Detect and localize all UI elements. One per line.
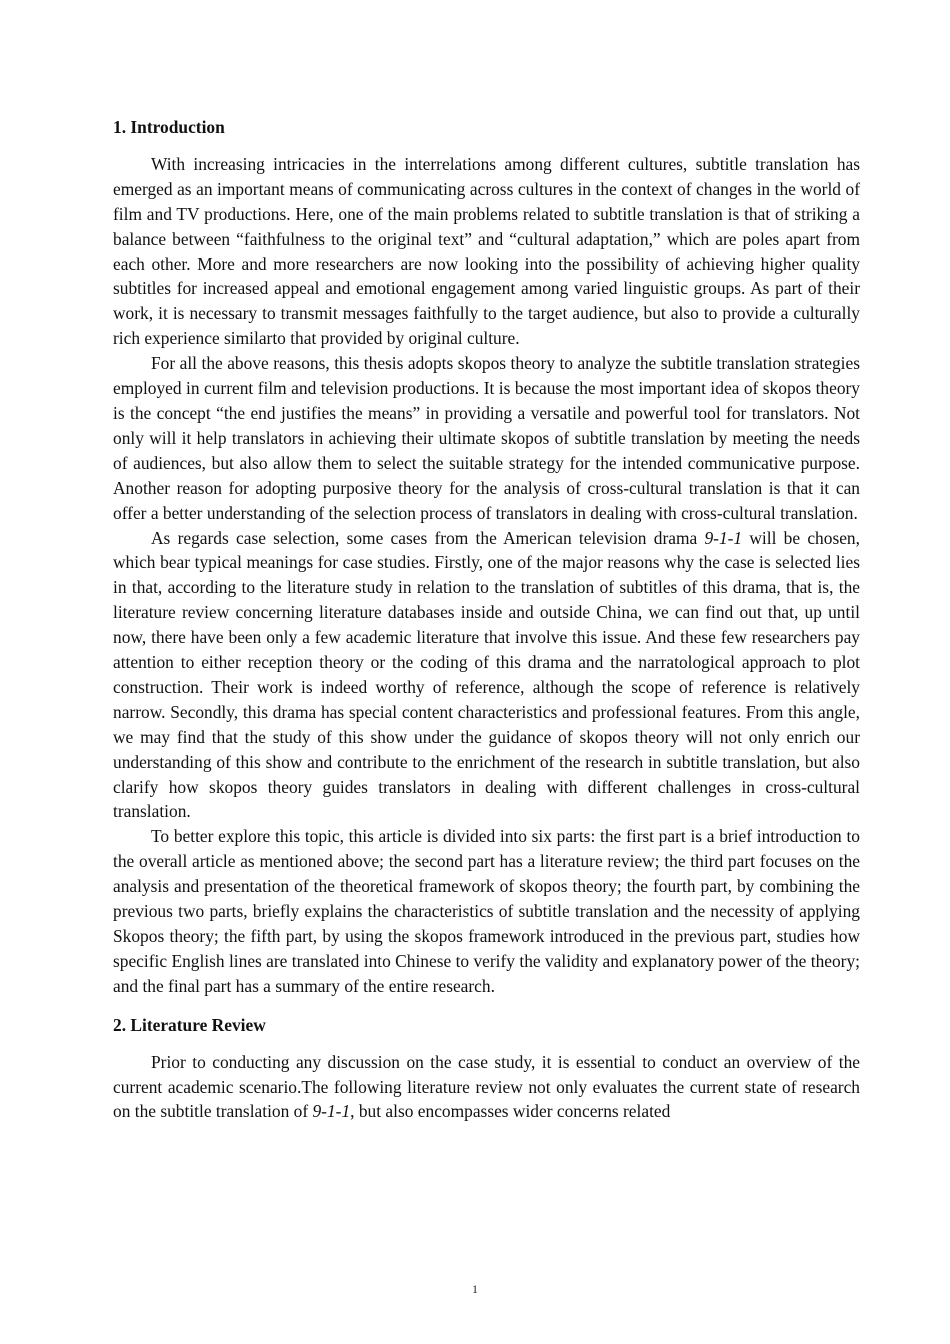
paragraph-text: will be chosen, which bear typical meanings for case studies. Firstly, one of the major reasons why the case is selected lies in that, according to the literature study in relation to the translation of subtitles of this drama, that is, the literature review concerning literature databases inside and outside China, we can find out that, up until now, there have been only a few academic literature that involve this issue. And these few researchers pay attention to either reception theory or the coding of this drama and the narratological approach to plot construction. Their work is indeed worthy of reference, although the scope of reference is relatively narrow. Secondly, this drama has special content characteristics and professional features. From this angle, we may find that the study of this show under the guidance of skopos theory will not only enrich our understanding of this show and contribute to the enrichment of the research in subtitle translation, but also clarify how skopos theory guides translators in dealing with different challenges in cross-cultural translation. [113,527,860,822]
paragraph [113,152,860,351]
drama-title: 9-1-1 [704,527,743,548]
document-page [113,115,860,1124]
paragraph [113,1050,860,1125]
paragraph [113,824,860,998]
paragraph-text: As regards case selection, some cases from the American television drama [151,527,705,548]
section-heading-literature-review: 2. Literature Review [113,1014,266,1035]
paragraph [113,526,860,825]
drama-title: 9-1-1 [312,1101,351,1122]
page-number: 1 [472,1282,478,1296]
paragraph [113,351,860,525]
paragraph-text: To better explore this topic, this article is divided into six parts: the first part is a brief introduction to the overall article as mentioned above; the second part has a literature review; the third part focuses on the analysis and presentation of the theoretical framework of skopos theory; the fourth part, by combining the previous two parts, briefly explains the characteristics of subtitle translation and the necessity of applying Skopos theory; the fifth part, by using the skopos framework introduced in the previous part, studies how specific English lines are translated into Chinese to verify the validity and explanatory power of the theory; and the final part has a summary of the entire research. [113,826,860,996]
section-heading-introduction: 1. Introduction [113,117,225,137]
paragraph-text: Prior to conducting any discussion on the case study, it is essential to conduct an overview of the current academic scenario.The following literature review not only evaluates the current state of research on the subtitle translation of [113,1051,860,1122]
paragraph-text: , but also encompasses wider concerns related [350,1101,671,1122]
paragraph-text: With increasing intricacies in the interrelations among different cultures, subtitle translation has emerged as an important means of communicating across cultures in the context of changes in the world of film and TV productions. Here, one of the main problems related to subtitle translation is that of striking a balance between “faithfulness to the original text” and “cultural adaptation,” which are poles apart from each other. More and more researchers are now looking into the possibility of achieving higher quality subtitles for increased appeal and emotional engagement among varied linguistic groups. As part of their work, it is necessary to transmit messages faithfully to the target audience, but also to provide a culturally rich experience similarto that provided by original culture. [113,153,860,349]
paragraph-text: For all the above reasons, this thesis adopts skopos theory to analyze the subtitle translation strategies employed in current film and television productions. It is because the most important idea of skopos theory is the concept “the end justifies the means” in providing a versatile and powerful tool for translators. Not only will it help translators in achieving their ultimate skopos of subtitle translation by meeting the needs of audiences, but also allow them to select the suitable strategy for the intended communicative purpose. Another reason for adopting purposive theory for the analysis of cross-cultural translation is that it can offer a better understanding of the selection process of translators in dealing with cross-cultural translation. [113,353,860,523]
